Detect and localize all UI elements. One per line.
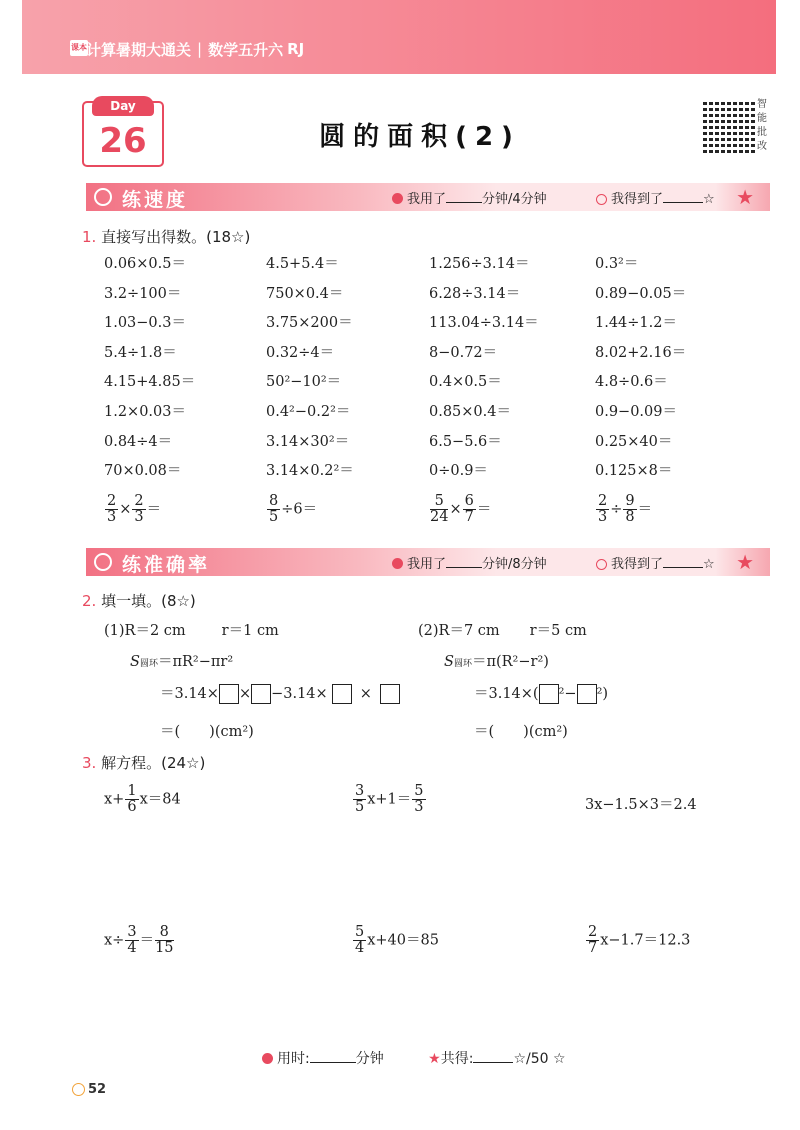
q1-item: 0.89−0.05＝ <box>595 285 687 302</box>
q1-item: 0.25×40＝ <box>595 433 673 450</box>
section-speed-bar <box>86 183 770 211</box>
q2-right-substitution: ＝3.14×( ²− ²) <box>474 686 609 702</box>
q1-item: 1.03−0.3＝ <box>104 315 186 332</box>
q2-left-substitution: ＝3.14× × −3.14× × <box>160 682 400 704</box>
page-number: 52 <box>88 1082 107 1097</box>
book-logo-icon: 课本 <box>70 40 88 56</box>
clock-icon <box>392 193 403 204</box>
section-speed-time: 我用了 分钟/4分钟 <box>392 188 547 207</box>
q1-item: 3.2÷100＝ <box>104 285 182 302</box>
day-number: 26 <box>99 121 147 161</box>
q1-item: 6.28÷3.14＝ <box>429 285 521 302</box>
q2-right-given: (2)R＝7 cm r＝5 cm <box>418 623 587 639</box>
q1-item: 3.75×200＝ <box>266 315 353 332</box>
section-speed-title: 练速度 <box>122 189 189 211</box>
section-accuracy-time: 我用了 分钟/8分钟 <box>392 553 547 572</box>
q1-item: 0.84÷4＝ <box>104 433 173 450</box>
equation-1: x+ $\frac{1}{6}$ x＝84 <box>104 783 181 816</box>
equation-4: x÷ $\frac{3}{4}$ ＝ $\frac{8}{15}$ <box>104 924 174 957</box>
q2-right-answer[interactable]: ＝( )(cm²) <box>474 724 568 740</box>
q1-item: 750×0.4＝ <box>266 285 344 302</box>
answer-box[interactable] <box>577 684 597 704</box>
header-separator: | <box>197 40 203 58</box>
check-icon <box>596 194 607 205</box>
q1-item: 3.14×0.2²＝ <box>266 463 354 480</box>
section-speed-score: 我得到了 ☆ <box>596 188 715 207</box>
footer-summary: 用时: 分钟 ★共得: ☆/50 ☆ <box>262 1048 566 1068</box>
q1-item: 8−0.72＝ <box>429 344 498 361</box>
q1-item: 0.85×0.4＝ <box>429 404 511 420</box>
q2-right-formula: S圆环＝π(R²−r²) <box>444 654 549 670</box>
q1-item: 0÷0.9＝ <box>429 463 488 480</box>
equation-5: $\frac{5}{4}$ x+40＝85 <box>355 924 439 957</box>
q1-item: 4.8÷0.6＝ <box>595 374 668 391</box>
question-1-heading: 1. 直接写出得数。(18☆) <box>82 228 251 246</box>
star-icon: ★ <box>736 185 754 209</box>
footer-total-blank[interactable] <box>473 1062 513 1063</box>
question-3-heading: 3. 解方程。(24☆) <box>82 754 206 772</box>
answer-box[interactable] <box>380 684 400 704</box>
sun-icon <box>72 1083 85 1096</box>
header-brand <box>86 36 304 62</box>
answer-box[interactable] <box>251 684 271 704</box>
q1-item: 0.4×0.5＝ <box>429 374 502 391</box>
section-accuracy-score: 我得到了 ☆ <box>596 553 715 572</box>
answer-box[interactable] <box>219 684 239 704</box>
q1-item: 1.256÷3.14＝ <box>429 256 530 272</box>
clock-icon <box>392 558 403 569</box>
target-icon <box>94 553 112 571</box>
q1-item: 6.5−5.6＝ <box>429 433 502 450</box>
q1-item: 0.3²＝ <box>595 256 639 272</box>
q1-frac-item: $\frac{2}{3}$ ÷ $\frac{9}{8}$ ＝ <box>598 493 653 526</box>
score-blank[interactable] <box>663 567 703 568</box>
score-blank[interactable] <box>663 202 703 203</box>
q1-item: 70×0.08＝ <box>104 463 182 480</box>
subject-name: 数学五升六 <box>208 40 284 59</box>
q1-item: 113.04÷3.14＝ <box>429 315 539 332</box>
section-accuracy-bar <box>86 548 770 576</box>
edition-label: RJ <box>287 40 305 58</box>
page-title: 圆的面积(2) <box>319 122 521 152</box>
footer-star-icon: ★ <box>428 1051 441 1067</box>
qr-code-icon[interactable] <box>703 99 755 153</box>
time-blank[interactable] <box>446 567 482 568</box>
answer-box[interactable] <box>539 684 559 704</box>
q1-item: 0.32÷4＝ <box>266 344 335 361</box>
star-icon: ★ <box>736 550 754 574</box>
header-band <box>22 0 776 74</box>
q1-frac-item: $\frac{5}{24}$ × $\frac{6}{7}$ ＝ <box>430 493 492 526</box>
equation-2: $\frac{3}{5}$ x+1＝ $\frac{5}{3}$ <box>355 783 424 816</box>
q1-item: 0.9−0.09＝ <box>595 404 677 420</box>
q1-item: 3.14×30²＝ <box>266 433 350 450</box>
q1-frac-item: $\frac{8}{5}$ ÷6＝ <box>269 493 318 526</box>
q1-item: 4.15+4.85＝ <box>104 374 196 391</box>
equation-3: 3x−1.5×3＝2.4 <box>585 797 697 813</box>
check-icon <box>596 559 607 570</box>
q1-item: 0.06×0.5＝ <box>104 256 186 272</box>
alarm-clock-icon <box>262 1053 273 1064</box>
q1-item: 0.4²−0.2²＝ <box>266 404 351 420</box>
q1-item: 50²−10²＝ <box>266 374 342 391</box>
series-name: 计算暑期大通关 <box>86 40 192 59</box>
footer-time-blank[interactable] <box>310 1062 356 1063</box>
time-blank[interactable] <box>446 202 482 203</box>
q1-item: 4.5+5.4＝ <box>266 256 339 272</box>
q1-item: 0.125×8＝ <box>595 463 673 480</box>
q2-left-given: (1)R＝2 cm r＝1 cm <box>104 623 279 639</box>
q1-item: 5.4÷1.8＝ <box>104 344 177 361</box>
q1-frac-item: $\frac{2}{3}$ × $\frac{2}{3}$ ＝ <box>107 493 162 526</box>
q2-left-answer[interactable]: ＝( )(cm²) <box>160 724 254 740</box>
section-accuracy-title: 练准确率 <box>122 554 211 576</box>
question-2-heading: 2. 填一填。(8☆) <box>82 592 196 610</box>
day-label: Day <box>92 96 154 116</box>
stopwatch-icon <box>94 188 112 206</box>
q2-left-formula: S圆环＝πR²−πr² <box>130 654 234 670</box>
q1-item: 1.2×0.03＝ <box>104 404 186 420</box>
day-badge <box>82 101 164 167</box>
equation-6: $\frac{2}{7}$ x−1.7＝12.3 <box>588 924 691 957</box>
qr-label: 智能批改 <box>757 99 767 152</box>
q1-item: 1.44÷1.2＝ <box>595 315 677 332</box>
q1-item: 8.02+2.16＝ <box>595 344 687 361</box>
answer-box[interactable] <box>332 684 352 704</box>
